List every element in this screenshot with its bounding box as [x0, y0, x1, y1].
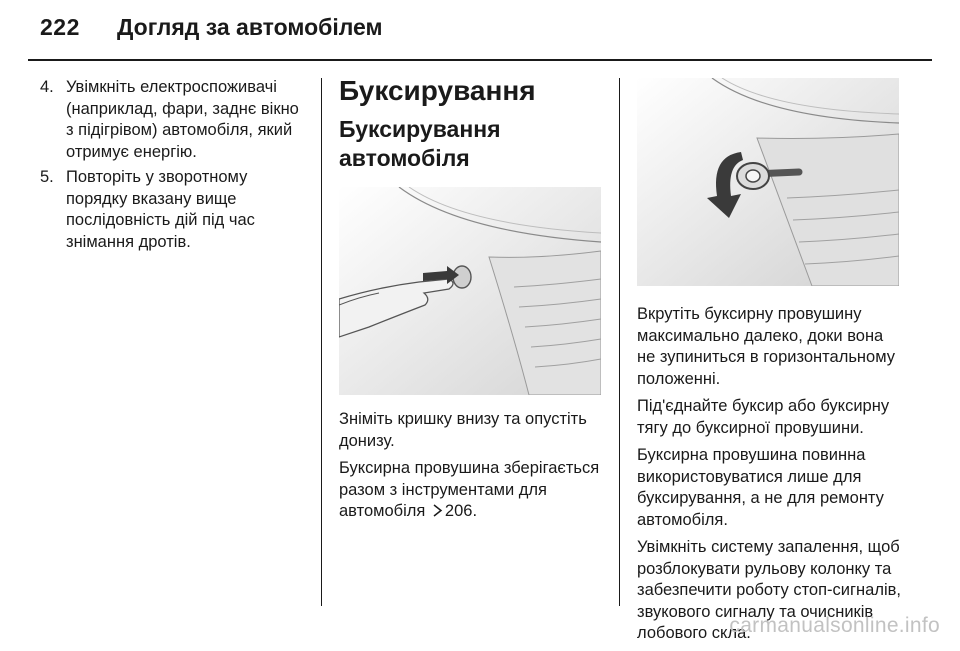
page-title: Догляд за автомобілем [117, 14, 383, 40]
middle-column [339, 74, 607, 529]
step-item [40, 167, 310, 253]
body-paragraph: Вкрутіть буксирну провушину максимально далеко, доки вона не зупиниться в горизонтальному положенні. [637, 305, 895, 388]
step-item [40, 77, 310, 163]
subsection-heading: Буксирування автомобіля [339, 116, 501, 171]
body-paragraph: Буксирна провушина повинна використовуватися лише для буксирування, а не для ремонту автомобіля. [637, 446, 884, 529]
column-divider-left [321, 78, 322, 606]
step-text: Увімкніть електроспоживачі (наприклад, фари, заднє вікно з підігрівом) автомобіля, який отримує енергію. [66, 78, 299, 161]
watermark: carmanualsonline.info [729, 614, 940, 637]
page-number: 222 [40, 14, 80, 40]
instruction-text: Зніміть кришку внизу та опустіть донизу. [339, 410, 587, 450]
left-column [40, 77, 310, 257]
column-divider-right [619, 78, 620, 606]
hand-removing-cover-illustration [339, 187, 601, 395]
right-column [637, 78, 902, 651]
storage-note [339, 458, 607, 523]
body-paragraph: Під'єднайте буксир або буксирну тягу до буксирної провушини. [637, 397, 890, 437]
page-reference-arrow-icon [432, 504, 443, 517]
step-number: 4. [40, 78, 54, 96]
step-number: 5. [40, 168, 54, 186]
header-divider [28, 59, 932, 61]
step-text: Повторіть у зворотному порядку вказану вище послідовність дій під час знімання дротів. [66, 168, 255, 251]
section-heading: Буксирування [339, 75, 536, 106]
tow-eye-screw-in-illustration [637, 78, 899, 286]
page-reference-link[interactable]: 206. [444, 502, 478, 520]
body-paragraph: Увімкніть систему запалення, щоб розблокувати рульову колонку та забезпечити роботу стоп-сигналів, звукового сигналу та очисників лобового скла. [637, 538, 901, 642]
storage-note-text: Буксирна провушина зберігається разом з інструментами для автомобіля [339, 459, 600, 520]
